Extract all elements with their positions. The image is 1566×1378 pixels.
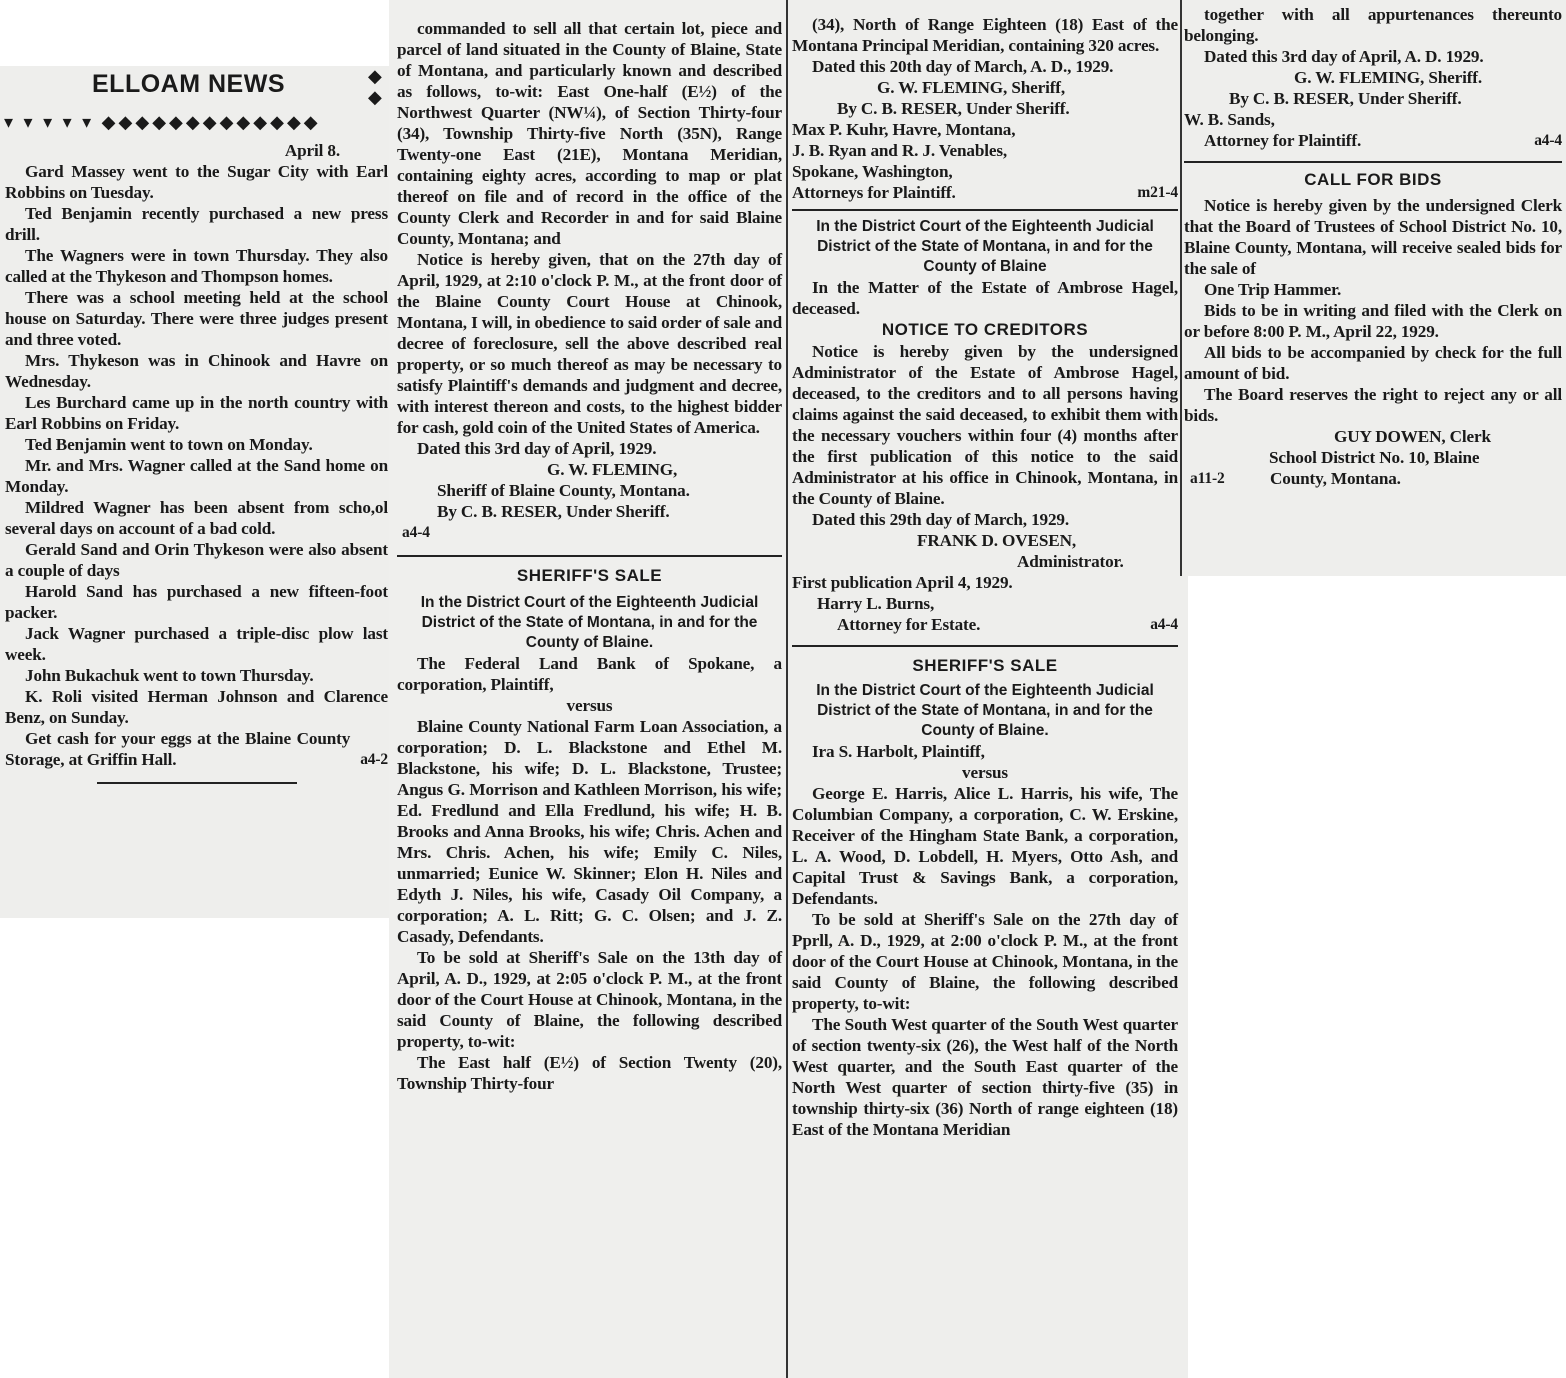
publication-tag: a4-4 (1534, 132, 1562, 149)
signature-administrator: FRANK D. OVESEN, (917, 531, 1076, 550)
masthead: ELLOAM NEWS (92, 70, 285, 98)
court-caption: In the District Court of the Eighteenth Judicial District of the State of Montana, in and for the County of Blaine. (816, 682, 1154, 739)
diamond-border-icon: ◆ ◆ (368, 66, 385, 107)
notice-paragraph: (34), North of Range Eighteen (18) East of the Montana Principal Meridian, containing 320 acres. (792, 15, 1178, 55)
news-item: Get cash for your eggs at the Blaine County Storage, at Griffin Hall. (5, 729, 351, 769)
attorney-line: Max P. Kuhr, Havre, Montana, (792, 120, 1016, 139)
column-rule (786, 0, 788, 1378)
notice-paragraph: commanded to sell all that certain lot, piece and parcel of land situated in the County of Blaine, State of Montana, and particularly known and described as follows, to-wit: East One-half (E½) of the Northwest Quarter (NW¼), of Section Thirty-four (34), Township Thirty-five North (35N), Range Twenty-one East (21E), Montana Meridian, containing eighty acres, according to map or plat thereof on file and of record in the office of the County Clerk and Recorder in and for said Blaine County, Montana; and (397, 19, 782, 248)
news-item: Jack Wagner purchased a triple-disc plow last week. (5, 624, 388, 664)
publication-tag: a11-2 (1190, 470, 1225, 487)
attorney-line: Spokane, Washington, (792, 162, 953, 181)
news-item: Gard Massey went to the Sugar City with Earl Robbins on Tuesday. (5, 162, 388, 202)
property-description: The East half (E½) of Section Twenty (20), Township Thirty-four (397, 1053, 782, 1093)
bid-paragraph: Bids to be in writing and filed with the Clerk on or before 8:00 P. M., April 22, 1929. (1184, 301, 1562, 341)
notice-paragraph: Notice is hereby given, that on the 27th day of April, 1929, at 2:10 o'clock P. M., at the front door of the Blaine County Court House at Chinook, Montana, I will, in obedience to said order of sale and decree of foreclosure, sell the above described real property, or so much thereof as may be necessary to satisfy Plaintiff's demands and judgment and decree, with interest thereon and costs, to the highest bidder for cash, gold coin of the United States of America. (397, 250, 782, 437)
diamond-border-icon: ▾ ▾ ▾ ▾ ▾ ◆◆◆◆◆◆◆◆◆◆◆◆◆ (4, 112, 321, 132)
publication-tag: m21-4 (1137, 184, 1178, 201)
notice-heading: CALL FOR BIDS (1304, 170, 1442, 189)
bid-paragraph: One Trip Hammer. (1204, 280, 1342, 299)
attorney-line: Attorneys for Plaintiff. (792, 183, 956, 202)
news-item: K. Roli visited Herman Johnson and Clarence Benz, on Sunday. (5, 687, 388, 727)
elloam-news-clipping (0, 66, 392, 918)
versus: versus (566, 696, 613, 715)
news-item: Mr. and Mrs. Wagner called at the Sand home on Monday. (5, 456, 388, 496)
signature-county: County, Montana. (1270, 469, 1401, 488)
news-item: Gerald Sand and Orin Thykeson were also absent a couple of days (5, 540, 388, 580)
bid-paragraph: The Board reserves the right to reject any or all bids. (1184, 385, 1562, 425)
column-rule (1180, 0, 1182, 576)
first-publication: First publication April 4, 1929. (792, 573, 1013, 592)
attorney-name: Harry L. Burns, (817, 594, 935, 613)
news-item: The Wagners were in town Thursday. They also called at the Thykeson and Thompson homes. (5, 246, 388, 286)
news-item: Les Burchard came up in the north country with Earl Robbins on Friday. (5, 393, 388, 433)
defendants: Blaine County National Farm Loan Association, a corporation; D. L. Blackstone and Ethel M. Blackstone, his wife; D. L. Blackstone, Trustee; Angus G. Morrison and Kathleen Morrison, his wife; Ed. Fredlund and Ella Fredlund, his wife; H. B. Brooks and Anna Brooks, his wife; Chris. Achen and Mrs. Chris. Achen, his wife; Emily C. Niles, unmarried; Eunice W. Skinner; Elon H. Niles and Edyth J. Niles, his wife, Casady Oil Company, a corporation; A. L. Ritt; G. C. Olsen; and J. Z. Casady, Defendants. (397, 717, 782, 946)
court-caption: In the District Court of the Eighteenth Judicial District of the State of Montana, in and for the County of Blaine. (420, 594, 759, 651)
notice-paragraph: Dated this 20th day of March, A. D., 1929. (812, 57, 1114, 76)
signature-sheriff: G. W. FLEMING, Sheriff, (877, 78, 1066, 97)
divider (792, 209, 1178, 211)
news-item: Ted Benjamin went to town on Monday. (25, 435, 313, 454)
news-item: John Bukachuk went to town Thursday. (25, 666, 314, 685)
attorney-line: J. B. Ryan and R. J. Venables, (792, 141, 1008, 160)
publication-tag: a4-4 (1150, 616, 1178, 633)
call-for-bids-clipping (1180, 0, 1566, 576)
attorney-title: Attorney for Estate. (837, 615, 981, 634)
versus: versus (962, 763, 1008, 782)
notice-paragraph: together with all appurtenances thereunto belonging. (1184, 5, 1562, 45)
news-item: Ted Benjamin recently purchased a new press drill. (5, 204, 388, 244)
signature-title: Sheriff of Blaine County, Montana. (437, 481, 690, 500)
notice-body: Notice is hereby given by the undersigned Administrator of the Estate of Ambrose Hagel, deceased, to the creditors and to all persons having claims against the said deceased, to exhibit them with the necessary vouchers within four (4) months after the first publication of this notice to the said Administrator at his office in Chinook, Montana, in the County of Blaine. (792, 342, 1178, 508)
notice-paragraph: Dated this 3rd day of April, 1929. (417, 439, 657, 458)
signature-sheriff: G. W. FLEMING, Sheriff. (1294, 68, 1483, 87)
signature-clerk: GUY DOWEN, Clerk (1334, 427, 1491, 446)
sale-terms: To be sold at Sheriff's Sale on the 13th day of April, A. D., 1929, at 2:05 o'clock P. M., at the front door of the Court House at Chinook, Montana, in the said County of Blaine, the following described property, to-wit: (397, 948, 782, 1051)
legal-notices-clipping (786, 0, 1188, 1378)
signature-undersheriff: By C. B. RESER, Under Sheriff. (837, 99, 1070, 118)
property-description: The South West quarter of the South West quarter of section twenty-six (26), the West half of the North West quarter, and the South East quarter of the North West quarter of section thirty-five (35) in township thirty-six (36) North of range eighteen (18) East of the Montana Meridian (792, 1015, 1178, 1139)
notice-heading: SHERIFF'S SALE (912, 656, 1058, 675)
signature-sheriff: G. W. FLEMING, (547, 460, 678, 479)
divider (97, 782, 297, 784)
divider (1184, 161, 1562, 163)
attorney-name: W. B. Sands, (1184, 110, 1275, 129)
court-caption: In the District Court of the Eighteenth Judicial District of the State of Montana, in and for the County of Blaine (816, 218, 1154, 275)
sale-terms: To be sold at Sheriff's Sale on the 27th day of Pprll, A. D., 1929, at 2:00 o'clock P. M., at the front door of the Court House at Chinook, Montana, in the said County of Blaine, the following described property, to-wit: (792, 910, 1178, 1013)
sheriff-sale-continuation-clipping (389, 0, 790, 1378)
publication-tag: a4-2 (360, 751, 388, 768)
defendants: George E. Harris, Alice L. Harris, his wife, The Columbian Company, a corporation, C. W. Erskine, Receiver of the Hingham State Bank, a corporation, L. A. Wood, D. Lobdell, H. Myers, Otto Ash, and Capital Trust & Savings Bank, a corporation, Defendants. (792, 784, 1178, 908)
attorney-title: Attorney for Plaintiff. (1204, 131, 1362, 150)
estate-matter: In the Matter of the Estate of Ambrose Hagel, deceased. (792, 278, 1178, 318)
news-item: Mrs. Thykeson was in Chinook and Havre on Wednesday. (5, 351, 388, 391)
news-item: Harold Sand has purchased a new fifteen-foot packer. (5, 582, 388, 622)
signature-undersheriff: By C. B. RESER, Under Sheriff. (437, 502, 670, 521)
date-line: April 8. (284, 141, 340, 160)
news-item: There was a school meeting held at the school house on Saturday. There were three judges present and three voted. (5, 288, 388, 349)
signature-district: School District No. 10, Blaine (1269, 448, 1480, 467)
notice-heading: NOTICE TO CREDITORS (881, 320, 1089, 339)
publication-tag: a4-4 (402, 524, 430, 541)
signature-undersheriff: By C. B. RESER, Under Sheriff. (1229, 89, 1462, 108)
plaintiff: Ira S. Harbolt, Plaintiff, (812, 742, 985, 761)
news-item: Mildred Wagner has been absent from scho,ol several days on account of a bad cold. (5, 498, 388, 538)
notice-paragraph: Dated this 3rd day of April, A. D. 1929. (1204, 47, 1484, 66)
bid-paragraph: All bids to be accompanied by check for the full amount of bid. (1184, 343, 1562, 383)
bid-paragraph: Notice is hereby given by the undersigned Clerk that the Board of Trustees of School District No. 10, Blaine County, Montana, will receive sealed bids for the sale of (1184, 196, 1562, 278)
divider (792, 645, 1178, 647)
dated-line: Dated this 29th day of March, 1929. (812, 510, 1070, 529)
signature-title: Administrator. (1017, 552, 1124, 571)
plaintiff: The Federal Land Bank of Spokane, a corporation, Plaintiff, (397, 654, 782, 694)
notice-heading: SHERIFF'S SALE (516, 566, 663, 585)
divider (397, 555, 782, 557)
